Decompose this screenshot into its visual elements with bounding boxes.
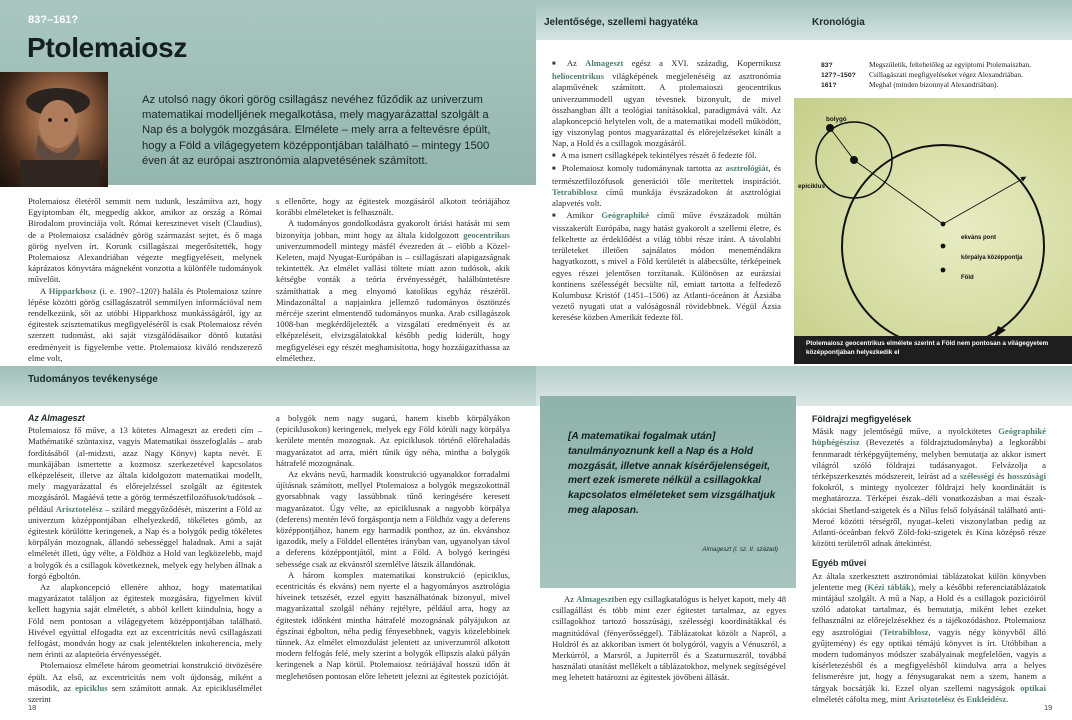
chron-text: Meghal (minden bizonnyal Alexandriában). bbox=[869, 80, 999, 89]
bio-column-2 bbox=[276, 196, 510, 364]
work-paragraph: Ptolemaiosz fő műve, a 13 kötetes Almageszt az eredeti cím – Mathématiké szüntaxisz, vagyis Matematikai összefoglalás – arab fordításából (al-midzsti, azaz Nagy Könyv) kapta nevét. E munkájában ismertette a kozmosz szerkezetével kapcsolatos elképzeléseit, illetve az általa kidolgozott matematikai modellt, mely magyarázattal és előrejelzéssel szolgált az égitestek mozgásáról. Magáévá tette a görög természetfilozófusok/tudósok – például Arisztotelész – szilárd meggyőződését, miszerint a Föld az univerzum középpontjában elhelyezkedő, tökéletes gömb, az égitestek körülötte keringenek, a Nap és a bolygók pedig tökéletes körpályán mozognak, állandó sebességgel haladnak. Ami a saját elméletét illeti, úgy vélte, a Földhöz a Hold van legközelebb, majd a bolygók és a csillagok következnek, melyek egy helyben állnak a forgó égboltón. bbox=[28, 425, 262, 581]
legacy-item: ■ Amikor Geógraphiké című műve évszázadok múltán visszakerült Európába, nagy hatást gyakorolt a szellemi életre, és felkeltette az érdeklődést a világ többi része iránt. A távolabbi területeket illetően sajnálatos módon meneméndákra hagyatkozott, s mivel a Föld kerületét is alábecsülte, térképeinek egyes részei jelentősen torzítanak. Különösen az eurázsiai kontinens szélességét becsülte túl, emiatt tartotta a felfedező Kolumbusz Kristóf (1451–1506) az Atlanti-óceánon át Ázsiába vezető nyugati utat a valóságosnál rövidebbnek. Végül Ázsia keresése közben Amerikát fedezte föl. bbox=[552, 210, 781, 324]
planet-dot bbox=[826, 124, 834, 132]
label-epicycle: epiciklus bbox=[798, 183, 825, 190]
label-equant: ekváns pont bbox=[961, 235, 997, 241]
other-heading: Egyéb művei bbox=[812, 558, 867, 569]
bio-paragraph: Ptolemaiosz életéről semmit nem tudunk, leszámítva azt, hogy Egyiptomban élt, megpedig akkor, amikor az ország a Római Birodalom provinciája volt. Római keresztnevet viselt (Claudius), de a Ptolemaiosz családnév görög származást sejtet, és ő maga görög nyelven írt. Korunk csillagászai megerősítették, hogy Ptolemaiosz Alexandriában végezte megfigyeléseit, melynek káprázatos könyvtára mágneként vonzotta a különféle tudományok művelőit. bbox=[28, 196, 262, 285]
earth-dot bbox=[941, 268, 946, 273]
chron-row bbox=[821, 60, 1031, 71]
chron-text: Megszületik, feltehetőleg az egyiptomi Ptolemaiszban. bbox=[869, 60, 1032, 69]
work-paragraph: Ptolemaiosz elmélete három geometriai konstrukció ötvözésére épült. Az első, az excentricitás nem volt újdonság, miként a második, az epiciklus sem számított annak. Az epiciklusélmélet szerint bbox=[28, 660, 262, 705]
chron-year: 161? bbox=[821, 82, 837, 89]
work-paragraph: A három komplex matematikai konstrukció (epiciklus, ecentricitás és ekváns) nem nyerte el a hagyományos asztrológia híveinek tetszését, ezzel egyitt használhatónak bizonyul, mivel magyarázattal szolgál néhány rejtélyre, például arra, hogy az égitestek időnként mintha hátrafelé mozognának pályájukon az égszínai égbolton, néha pedig fényesebbnek, vagyis közelebbinek tűnnek. Az elmélet elmozdulást jelentett az univerzumról alkotott modern felfogás felé, mely szerint a bolygók ellipszis alakú pályán keringenek a Nap körül. Ptolemaiosz teóriájával hosszú időn át meglehetősen pontosan előre lehetett jelezni az égitestek pozícióját. bbox=[276, 569, 510, 681]
radius-line bbox=[854, 160, 943, 224]
almageszt-heading: Az Almageszt bbox=[28, 413, 85, 423]
quote-text: [A matematikai fogalmak után] tanulmányoznunk kell a Nap és a Hold mozgását, illetve annak kísérőjelenségeit, mert ezek ismerete nélkül a csillagokkal kapcsolatos elméleteket sem vizsgálhatjuk meg alaposan. bbox=[568, 431, 776, 516]
intro-text: Az utolsó nagy ókori görög csillagász nevéhez fűződik az univerzum matematikai modelljének megalkotása, mely magyarázattal szolgált a Nap és a bolygók mozgására. Elmélete – mely arra a feltevésre épült, hogy a Föld a világegyetem középpontjában található – mintegy 1500 éven át az európai asztronómia alapvetésének számított. bbox=[142, 94, 491, 167]
chron-row bbox=[821, 80, 998, 91]
chron-row bbox=[821, 70, 1023, 81]
quote-source: Almageszt (i. sz. II. század) bbox=[702, 546, 778, 553]
section-band bbox=[0, 366, 536, 406]
other-paragraph: Az általa szerkesztett asztronómiai táblázatokat külön könyvben jelentette meg (Kézi táblák), mely a későbbi referenciatáblázatok mintájául szolgált. A mű a Nap, a Hold és a csillagok pozícióiról szóló adatokat tartalmaz, és bemutatja, miként lehet ezeket felhasználni az előrejelzésekhez és a tájékozódáshoz. Ptolemaiosz egy asztrológiai (Tetrabiblosz, vagyis négy könyvből álló gyűjtemény) és egy optikai témájú könyvet is írt. Utóbbiban a modern tudományos módszer szabályainak megfelelően, vagyis a kísérletezésből és a megfigyelésből kiindulva arra a helyes felismerésre jut, hogy a fénysugarakat nem a szem, hanem a tárgyak bocsátják ki. Ezzel olyan szellemi nagyságok optikai elméletét cáfolta meg, mint Arisztotelész és Eukleidész. bbox=[812, 570, 1046, 704]
work-paragraph: Az ekváns nevű, harmadik konstrukció ugyanakkor forradalmi újításnak számított, mellyel Ptolemaiosz a bolygók megszokottnál gyorsabbnak vagy lassúbbnak tűnő keringésére keresett magyarázatot. Úgy vélte, az epiciklusnak a nagyobb körpálya (deferens) mentén lévő forgáspontja nem a Földhöz vagy a deferens középpontjához, hanem egy harmadik ponthoz, az ún. ekvánshoz igazodik, mely a Földdel ellentétes irányban van, ugyanolyan távol a deferens középpontjától, mint a Föld. A bolygó keringési sebessége csak az ekvánsról szemlélve látszik állandónak. bbox=[276, 469, 510, 569]
bio-paragraph: s ellenőrte, hogy az égitestek mozgásáról alkotott teóriájához korábbi elméleteket is felhasznált. bbox=[276, 196, 510, 218]
work-column-1 bbox=[28, 413, 262, 705]
chron-list bbox=[794, 60, 1072, 96]
page-title: Ptolemaiosz bbox=[27, 32, 188, 63]
bio-paragraph: A tudományos gondolkodásra gyakorolt óriási hatását mi sem bizonyítja jobban, mint hogy az általa kidolgozott geocentrikus univerzummodell mintegy másfél évezreden át – előbb a Közel-Keleten, majd Nyugat-Európában is – csillagászati alapigazságnak tekintették. Az elmélet vallási töltete miatt azon tudósok, akik kétségbe vonták a teória érvényességét, halálbüntetésre számíthattak a meg elnyomó katolikus egyház részéről. Mindazonáltal a napjainkra jellemző tudományos ösztönzés mércéje szerint elmentendő tudományos munka. Arab csillagászok 1008-ban megkérdőjelezték a vizsgálati eredményeit és az elképzeléseit, elvizsgálatokkal később pedig kiderült, hogy megfigyelései egy részét meghamisította, hogy hozzáigazíthassa az elmélethez. bbox=[276, 218, 510, 363]
label-earth: Föld bbox=[961, 275, 974, 281]
portrait bbox=[0, 72, 108, 187]
mid-paragraph: Az Almagesztben egy csillagkatalógus is helyet kapott, mely 48 csillagállást és több mint ezer égitestet tartalmaz, az egyes csillagokhoz tartozó hosszúsági, szélességi koordinátákkal és magnitúdóval (fényerősséggel). Táblázatokat közölt a Napról, a Holdról és az akkoriban ismert öt bolygóról, vagyis a Vénuszról, a Merkúrról, a Marsról, a Jupiterről és a Szaturnuszról, továbbá használati utasítást mellékelt a táblázatokhoz, melynek segítségével meg lehetett határozni az égitestek jövőbeni állását. bbox=[552, 594, 787, 683]
diagram-area bbox=[794, 98, 1072, 336]
page-number-left: 18 bbox=[28, 703, 37, 712]
section-title: Tudományos tevékenysége bbox=[28, 374, 158, 385]
chron-title: Kronológia bbox=[812, 17, 865, 28]
planet-line bbox=[830, 128, 854, 160]
equant-line bbox=[943, 178, 1024, 224]
geo-paragraph: Másik nagy jelentőségű műve, a nyolckötetes Geógraphiké hüphégészisz (Bevezetés a földrajztudományba) a legkorábbi fennmaradt térképgyűjtemény, melyben bemutatja az akkor ismert világról szóló földrajzi tudásanyagot. Felvázolja a térképszerkesztés módszereit, leírást ad a szélességi és hosszúsági fokokról, s mintegy nyolcezer földrajzi hely koordinátáit is meghatározza. Térképei észak–déli vonatkozásban a mai észak-skóciai Shetland-szigetek és a Nílus felső folyásánál található anti-Meroé közötti térségről, nyugat–keleti viszonylatban pedig az Atlanti-óceánban fekvő Zöld-foki-szigetek és Kína középső része közötti területről adnak áttekintést. bbox=[812, 426, 1046, 549]
portrait-figure-icon bbox=[0, 72, 108, 187]
legacy-list bbox=[552, 58, 781, 324]
page-number-right: 19 bbox=[1044, 703, 1053, 712]
geocentric-diagram bbox=[794, 98, 1072, 336]
mid-column-text bbox=[552, 594, 786, 684]
work-column-2 bbox=[276, 413, 510, 682]
equant-dot bbox=[941, 222, 946, 227]
bio-paragraph: A Hipparkhosz (i. e. 190?–120?) halála és Ptolemaiosz színre lépése közötti görög csillagászatról semmilyen információval nem rendelkezünk, sőt az utóbbi Hipparkhosz munkásságáról, így az égitestek szisztematikus megfigyeléséről is csak Ptolemaiosz révén szerzett tudomást, aki saját vizsgálódásaikor döntő kutatási eredményeit is figyelembe vette. Ptolemaiosz kiváló rendszerező elme volt, bbox=[28, 285, 262, 363]
label-center: körpálya középpontja bbox=[961, 255, 1023, 261]
legacy-item: ■ Ptolemaiosz komoly tudománynak tartotta az asztrológiát, és természetfilozófusok generációi tőle merítettek inspirációt. Tetrabiblosz című munkája évszázadokon át asztrológiai alapvetés volt. bbox=[552, 163, 781, 210]
epicycle-center-dot bbox=[850, 156, 858, 164]
dates-label: 83?–161? bbox=[28, 14, 79, 26]
legacy-title: Jelentősége, szellemi hagyatéka bbox=[544, 17, 698, 28]
center-dot bbox=[941, 244, 946, 249]
chron-panel bbox=[794, 40, 1072, 364]
work-paragraph: a bolygók nem nagy sugarú, hanem kisebb körpályákon (epiciklusokon) keringenek, melyek egy Föld körüli nagy körpálya kerülete mentén mozognak. Az epiciklusok történő előrehaladás magyarázatot ad arra, miért tűnik úgy néha, mintha a bolygók hátrafelé mozognának. bbox=[276, 413, 510, 468]
chron-year: 83? bbox=[821, 62, 833, 69]
right-column bbox=[812, 414, 1046, 705]
legacy-item: ■ A ma ismert csillagképek tekintélyes részét ő fedezte föl. bbox=[552, 150, 781, 163]
geo-heading: Földrajzi megfigyelések bbox=[812, 414, 912, 424]
quote-box bbox=[540, 396, 796, 588]
chron-text: Csillagászati megfigyeléseket végez Alexandriában. bbox=[869, 70, 1023, 79]
chron-year: 127?–150? bbox=[821, 72, 856, 79]
right-page bbox=[536, 0, 1072, 720]
label-planet: bolygó bbox=[826, 116, 847, 123]
legacy-item: ■ Az Almageszt egész a XVI. századig, Kopernikusz heliocentrikus világképének megjelenéséig az asztronómia alapművének számított. A ptolemaioszi geocentrikus univerzummodell ugyan tévesnek bizonyult, de mivel összhangban állt a teológiai tanításokkal, paradigmává vált. Az alapkoncepció helytelen volt, de a matematikai modell működött, így viszonylag pontos magyarázattal és előrejelzéseket kínált a Nap, a Hold és a csillagok mozgásáról. bbox=[552, 58, 781, 150]
bio-column-1 bbox=[28, 196, 262, 364]
work-paragraph: Az alapkoncepció ellenére ahhoz, hogy matematikai magyarázatot találjon az égitestek mozgására, figyelmen kívül kellett hagynia saját elméletét, s abból kellett kiindulnia, hogy a Föld nem pontosan a világegyetem középpontjában található. Hivével egyúttal elfogadta ezt az excentricitás nevű csillagászati felfogást, mondván hogy az csak jelentéktelen inkoherencia, mely nem érinti az alapteória érvényességét. bbox=[28, 582, 262, 660]
diagram-caption: Ptolemaiosz geocentrikus elmélete szerint a Föld nem pontosan a világegyetem középpontjában helyezkedik el bbox=[794, 336, 1072, 364]
